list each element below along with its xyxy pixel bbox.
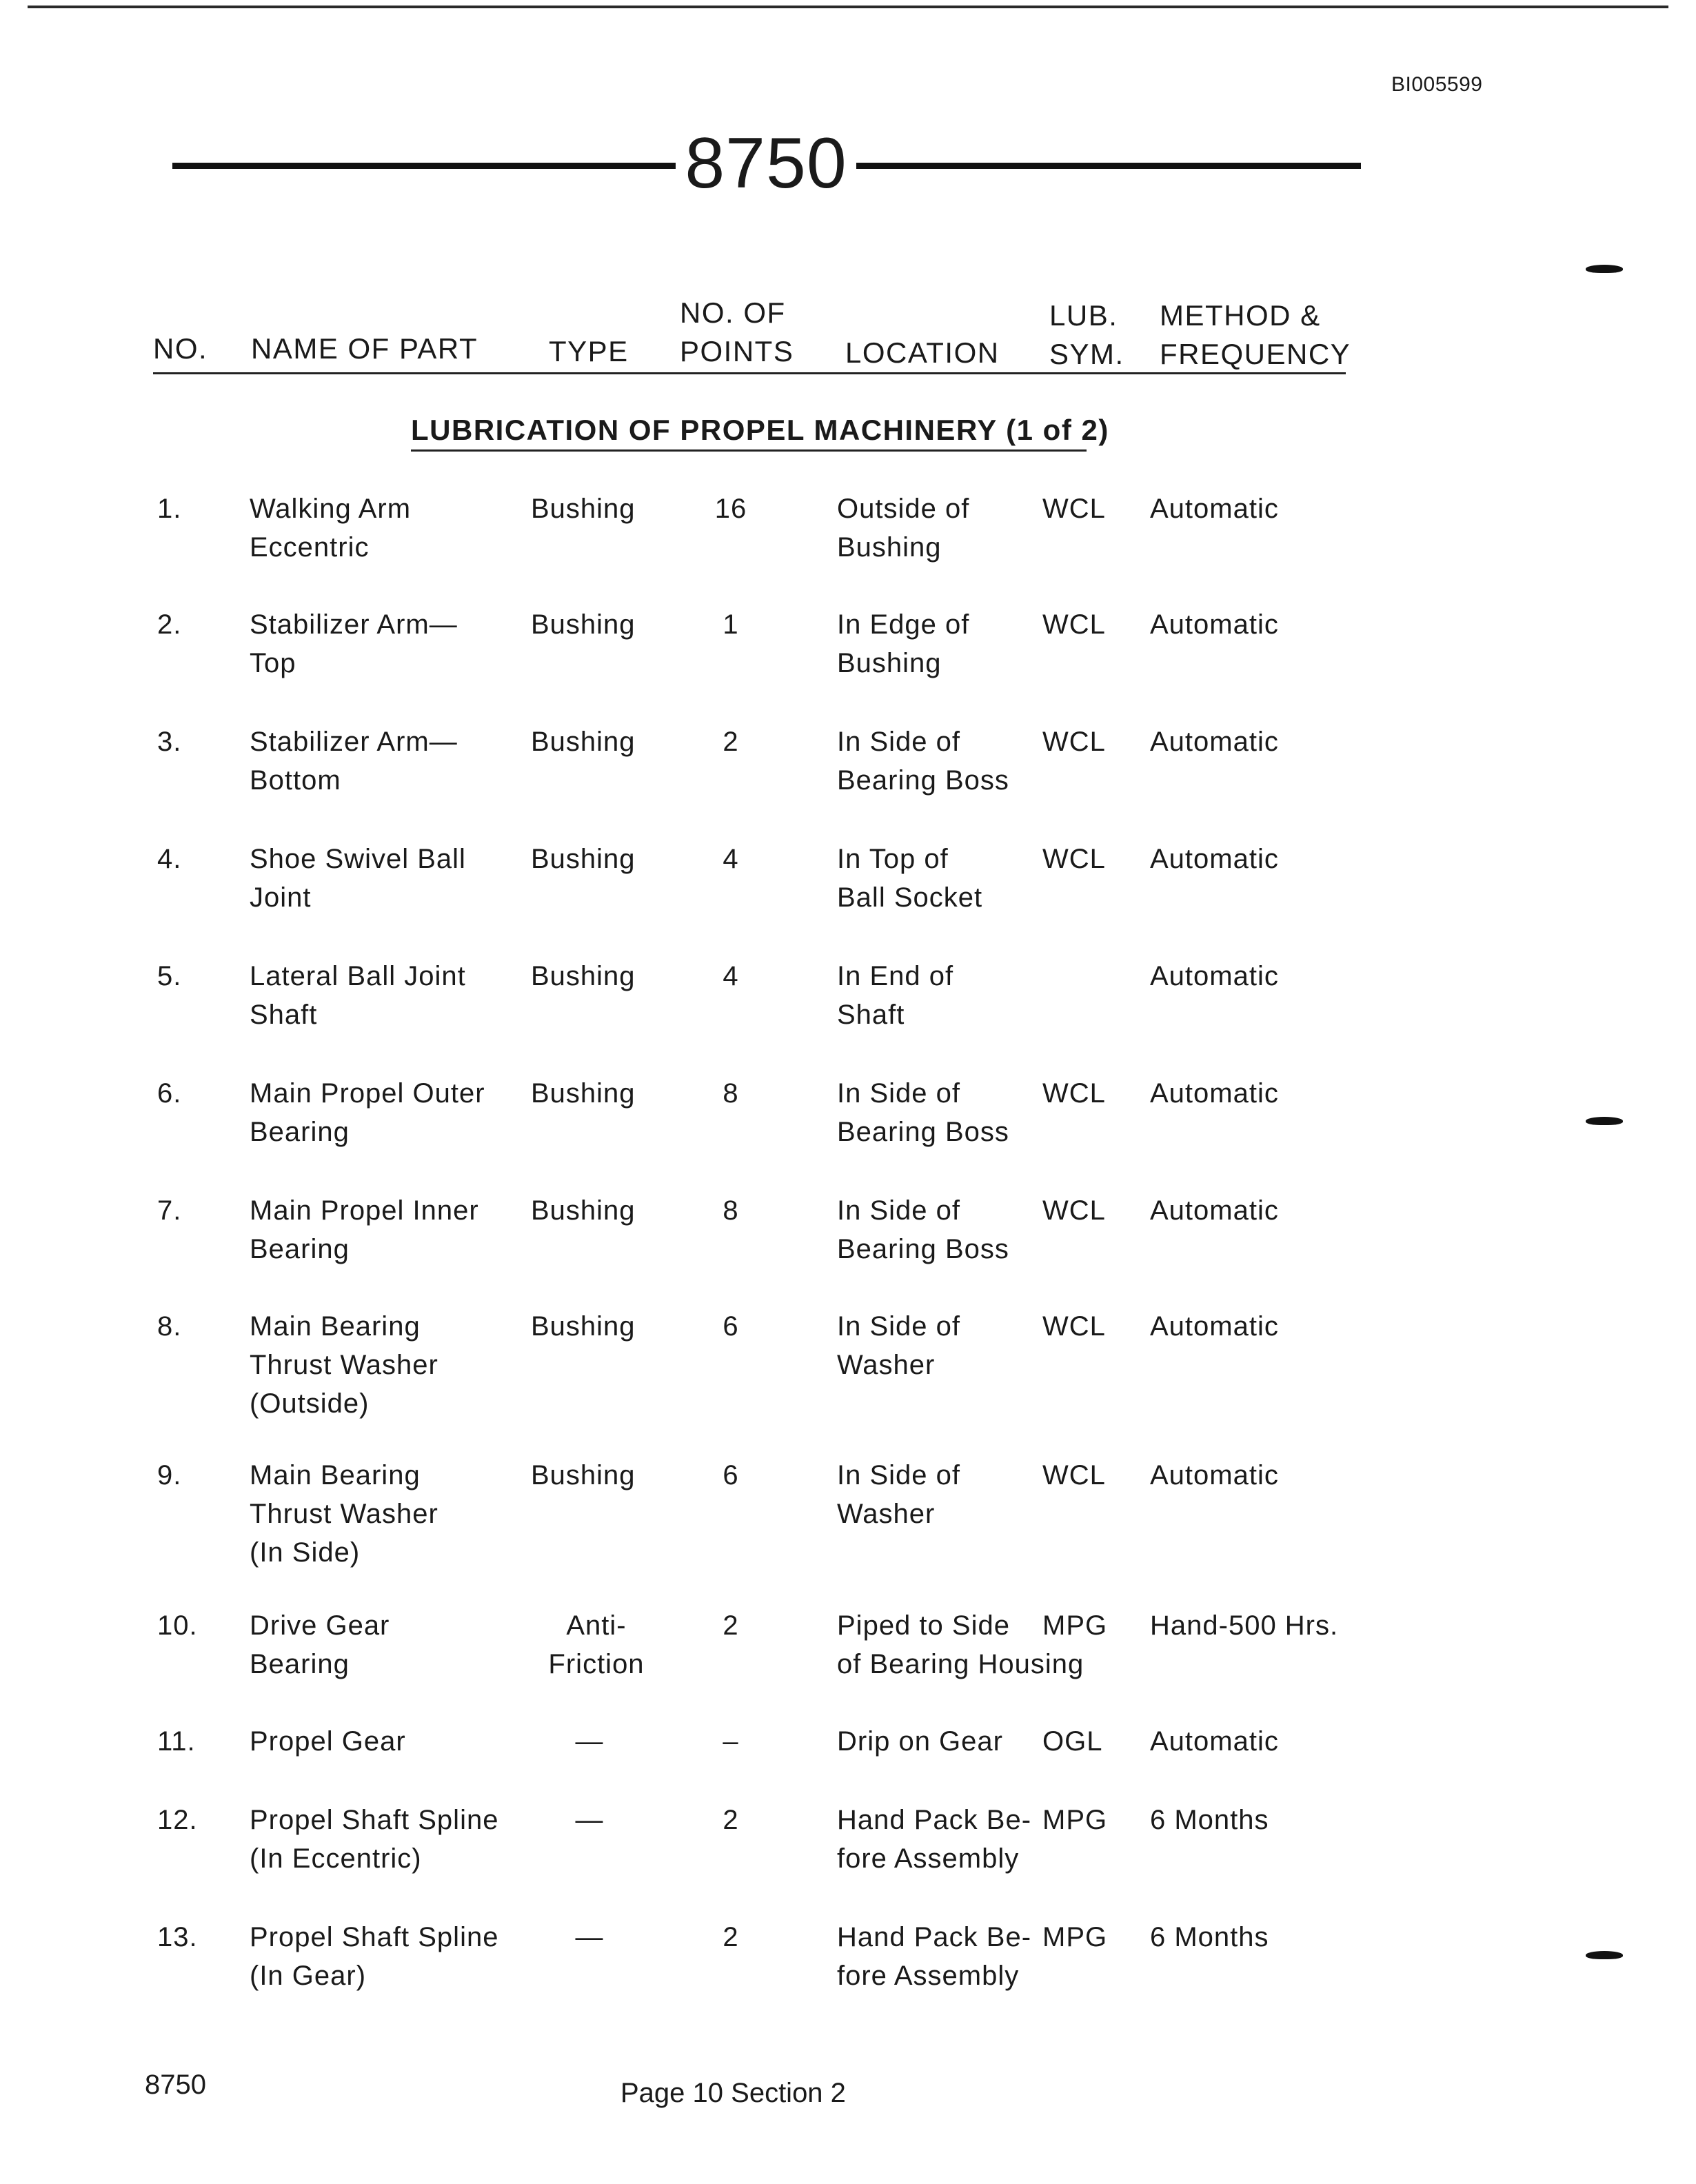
margin-punch-mark [1586, 265, 1623, 273]
points-cell: 4 [723, 961, 739, 991]
lub-symbol-cell: WCL [1042, 1460, 1106, 1490]
part-name-cell: Propel Gear [250, 1726, 406, 1757]
type-cell: Bushing [531, 494, 636, 524]
type-cell: Bushing [531, 609, 636, 640]
points-cell: 16 [714, 494, 747, 524]
row-number: 8. [157, 1311, 182, 1342]
page-title: 8750 [685, 123, 847, 203]
header-name-of-part: NAME OF PART [251, 332, 478, 365]
method-frequency-cell: Automatic [1150, 961, 1279, 991]
type-cell: Anti- Friction [548, 1610, 645, 1679]
top-border-rule [28, 6, 1668, 8]
row-number: 5. [157, 961, 182, 991]
row-number: 9. [157, 1460, 182, 1490]
row-number: 7. [157, 1195, 182, 1226]
method-frequency-cell: Automatic [1150, 1726, 1279, 1757]
location-cell: In Edge of Bushing [837, 609, 970, 678]
location-cell: In End of Shaft [837, 961, 954, 1030]
lub-symbol-cell: WCL [1042, 1195, 1106, 1226]
points-cell: 4 [723, 844, 739, 874]
method-frequency-cell: Automatic [1150, 494, 1279, 524]
page-title-block [172, 121, 1361, 204]
type-cell: Bushing [531, 1460, 636, 1490]
points-cell: 2 [723, 727, 739, 757]
points-cell: 2 [723, 1922, 739, 1952]
part-name-cell: Drive Gear Bearing [250, 1610, 390, 1679]
points-cell: 6 [723, 1460, 739, 1490]
method-frequency-cell: Hand-500 Hrs. [1150, 1610, 1339, 1641]
row-number: 13. [157, 1922, 198, 1952]
type-cell: Bushing [531, 1078, 636, 1109]
method-frequency-cell: Automatic [1150, 727, 1279, 757]
method-frequency-cell: 6 Months [1150, 1805, 1269, 1835]
location-cell: Hand Pack Be- fore Assembly [837, 1805, 1032, 1874]
part-name-cell: Shoe Swivel Ball Joint [250, 844, 466, 913]
location-cell: In Top of Ball Socket [837, 844, 983, 913]
type-cell: Bushing [531, 1311, 636, 1342]
lub-symbol-cell: WCL [1042, 494, 1106, 524]
title-rule-left [172, 163, 676, 169]
header-underline [153, 372, 1346, 374]
lub-symbol-cell: WCL [1042, 609, 1106, 640]
header-location: LOCATION [845, 336, 1000, 369]
location-cell: Outside of Bushing [837, 494, 970, 563]
points-cell: – [723, 1726, 739, 1757]
row-number: 3. [157, 727, 182, 757]
header-type: TYPE [549, 335, 629, 367]
method-frequency-cell: Automatic [1150, 1311, 1279, 1342]
part-name-cell: Walking Arm Eccentric [250, 494, 412, 563]
type-cell: Bushing [531, 1195, 636, 1226]
part-name-cell: Main Bearing Thrust Washer (Outside) [250, 1311, 438, 1419]
type-cell: Bushing [531, 727, 636, 757]
lub-symbol-cell: OGL [1042, 1726, 1103, 1757]
row-number: 2. [157, 609, 182, 640]
lub-symbol-cell: MPG [1042, 1610, 1108, 1641]
points-cell: 1 [723, 609, 739, 640]
points-cell: 8 [723, 1195, 739, 1226]
section-title-underline [411, 449, 1087, 452]
method-frequency-cell: Automatic [1150, 609, 1279, 640]
row-number: 6. [157, 1078, 182, 1109]
document-id: BI005599 [1391, 73, 1483, 96]
lub-symbol-cell: MPG [1042, 1805, 1108, 1835]
type-cell: — [575, 1922, 604, 1952]
points-cell: 2 [723, 1610, 739, 1641]
row-number: 10. [157, 1610, 198, 1641]
method-frequency-cell: 6 Months [1150, 1922, 1269, 1952]
location-cell: In Side of Bearing Boss [837, 727, 1009, 796]
row-number: 4. [157, 844, 182, 874]
lub-symbol-cell: WCL [1042, 1311, 1106, 1342]
header-method-frequency: METHOD & FREQUENCY [1160, 299, 1351, 370]
header-lub-sym: LUB. SYM. [1049, 299, 1124, 370]
lub-symbol-cell: WCL [1042, 844, 1106, 874]
method-frequency-cell: Automatic [1150, 1460, 1279, 1490]
location-cell: In Side of Washer [837, 1460, 961, 1529]
lub-symbol-cell: WCL [1042, 1078, 1106, 1109]
location-cell: Piped to Side of Bearing Housing [837, 1610, 1084, 1679]
part-name-cell: Propel Shaft Spline (In Eccentric) [250, 1805, 499, 1874]
type-cell: Bushing [531, 844, 636, 874]
row-number: 1. [157, 494, 182, 524]
location-cell: In Side of Bearing Boss [837, 1078, 1009, 1147]
header-no-of-points: NO. OF POINTS [680, 296, 794, 367]
part-name-cell: Lateral Ball Joint Shaft [250, 961, 466, 1030]
points-cell: 2 [723, 1805, 739, 1835]
method-frequency-cell: Automatic [1150, 1195, 1279, 1226]
type-cell: — [575, 1805, 604, 1835]
location-cell: Drip on Gear [837, 1726, 1003, 1757]
lub-symbol-cell: WCL [1042, 727, 1106, 757]
margin-punch-mark [1586, 1951, 1623, 1959]
part-name-cell: Propel Shaft Spline (In Gear) [250, 1922, 499, 1991]
part-name-cell: Main Propel Inner Bearing [250, 1195, 479, 1264]
location-cell: In Side of Bearing Boss [837, 1195, 1009, 1264]
method-frequency-cell: Automatic [1150, 844, 1279, 874]
location-cell: Hand Pack Be- fore Assembly [837, 1922, 1032, 1991]
part-name-cell: Main Bearing Thrust Washer (In Side) [250, 1460, 438, 1568]
footer-page-number: Page 10 Section 2 [620, 2078, 846, 2108]
margin-punch-mark [1586, 1117, 1623, 1125]
header-no: NO. [153, 332, 208, 365]
points-cell: 8 [723, 1078, 739, 1109]
part-name-cell: Main Propel Outer Bearing [250, 1078, 485, 1147]
footer-model-number: 8750 [145, 2070, 206, 2100]
location-cell: In Side of Washer [837, 1311, 961, 1380]
section-title: LUBRICATION OF PROPEL MACHINERY (1 of 2) [411, 414, 1109, 446]
type-cell: Bushing [531, 961, 636, 991]
row-number: 12. [157, 1805, 198, 1835]
title-rule-right [856, 163, 1361, 169]
part-name-cell: Stabilizer Arm— Bottom [250, 727, 458, 796]
row-number: 11. [157, 1726, 196, 1757]
part-name-cell: Stabilizer Arm— Top [250, 609, 458, 678]
method-frequency-cell: Automatic [1150, 1078, 1279, 1109]
lub-symbol-cell: MPG [1042, 1922, 1108, 1952]
type-cell: — [575, 1726, 604, 1757]
points-cell: 6 [723, 1311, 739, 1342]
